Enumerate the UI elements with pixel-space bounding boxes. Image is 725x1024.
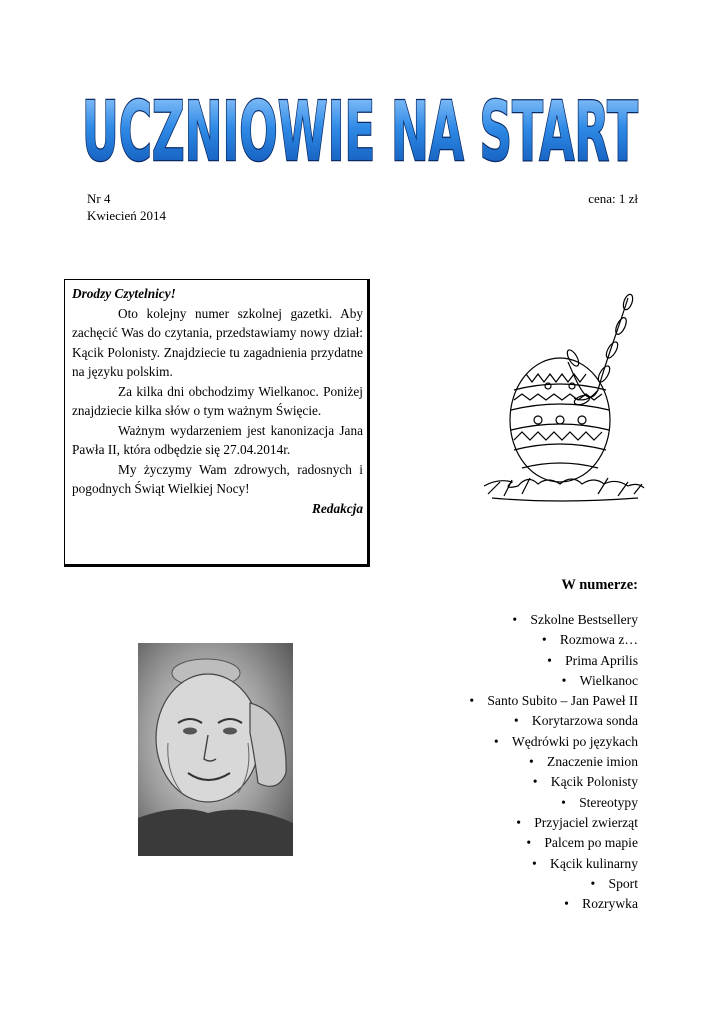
issue-date: Kwiecień 2014 (87, 208, 167, 223)
bullet-icon: • (547, 652, 552, 668)
bullet-icon: • (561, 794, 566, 810)
bullet-icon: • (590, 875, 596, 891)
contents-item-label: Wędrówki po językach (511, 733, 638, 749)
letter-paragraph: Oto kolejny numer szkolnej gazetki. Aby zachęcić Was do czytania, przedstawiamy nowy dział: Kącik Polonisty. Znajdziecie tu zagadnienia przydatne na języku polskim. (72, 305, 363, 379)
easter-egg-illustration (478, 290, 648, 516)
bullet-icon: • (529, 754, 534, 770)
contents-item-label: Przyjaciel zwierząt (534, 814, 638, 830)
bullet-icon: • (516, 814, 521, 830)
contents-item (469, 813, 638, 833)
contents-item-label: Wielkanoc (579, 672, 638, 688)
bullet-icon: • (526, 835, 532, 851)
contents-item-label: Palcem po mapie (544, 835, 638, 851)
contents-item-label: Rozmowa z… (559, 632, 638, 648)
bullet-icon: • (513, 713, 519, 729)
contents-item (469, 894, 638, 914)
bullet-icon: • (532, 774, 538, 790)
contents-item-label: Korytarzowa sonda (531, 713, 638, 729)
contents-list (469, 610, 638, 914)
issue-price: cena: 1 zł (588, 191, 638, 206)
portrait-drawing (138, 643, 293, 856)
contents-item (469, 630, 638, 650)
letter-signature: Redakcja (312, 500, 363, 516)
issue-info (87, 190, 166, 224)
contents-item-label: Santo Subito – Jan Paweł II (487, 693, 638, 709)
contents-item (469, 691, 638, 711)
letter-paragraph: My życzymy Wam zdrowych, radosnych i pogodnych Świąt Wielkiej Nocy! (72, 461, 363, 496)
contents-item (469, 833, 638, 853)
contents-heading: W numerze: (561, 577, 638, 593)
contents-item-label: Sport (608, 875, 638, 891)
contents-item-label: Kącik Polonisty (550, 774, 638, 790)
contents-item (469, 854, 638, 874)
bullet-icon: • (532, 855, 537, 871)
masthead-title (78, 86, 642, 168)
contents-item (469, 651, 638, 671)
editorial-letter (64, 279, 370, 567)
bullet-icon: • (541, 632, 547, 648)
contents-item-label: Prima Aprilis (565, 652, 638, 668)
masthead-title-text: UCZNIOWIE NA START (82, 86, 639, 168)
contents-item (469, 671, 638, 691)
bullet-icon: • (561, 672, 567, 688)
bullet-icon: • (512, 612, 518, 627)
contents-item-label: Stereotypy (579, 794, 638, 810)
letter-paragraph: Za kilka dni obchodzimy Wielkanoc. Poniżej znajdziecie kilka słów o tym ważnym Święcie. (72, 383, 363, 418)
letter-paragraph: Ważnym wydarzeniem jest kanonizacja Jana Pawła II, która odbędzie się 27.04.2014r. (72, 422, 363, 457)
contents-item (469, 793, 638, 813)
contents-item-label: Szkolne Bestsellery (530, 612, 638, 627)
contents-item (469, 772, 638, 792)
contents-item-label: Rozrywka (582, 896, 638, 912)
contents-item-label: Kącik kulinarny (550, 855, 638, 871)
contents-item (469, 711, 638, 731)
issue-number: Nr 4 (87, 191, 111, 206)
contents-item (469, 752, 638, 772)
bullet-icon: • (493, 733, 499, 749)
letter-greeting: Drodzy Czytelnicy! (72, 286, 176, 301)
contents-item (469, 732, 638, 752)
bullet-icon: • (469, 693, 475, 709)
bullet-icon: • (564, 896, 569, 912)
contents-item-label: Znaczenie imion (547, 754, 638, 770)
contents-item (469, 610, 638, 630)
contents-item (469, 874, 638, 894)
